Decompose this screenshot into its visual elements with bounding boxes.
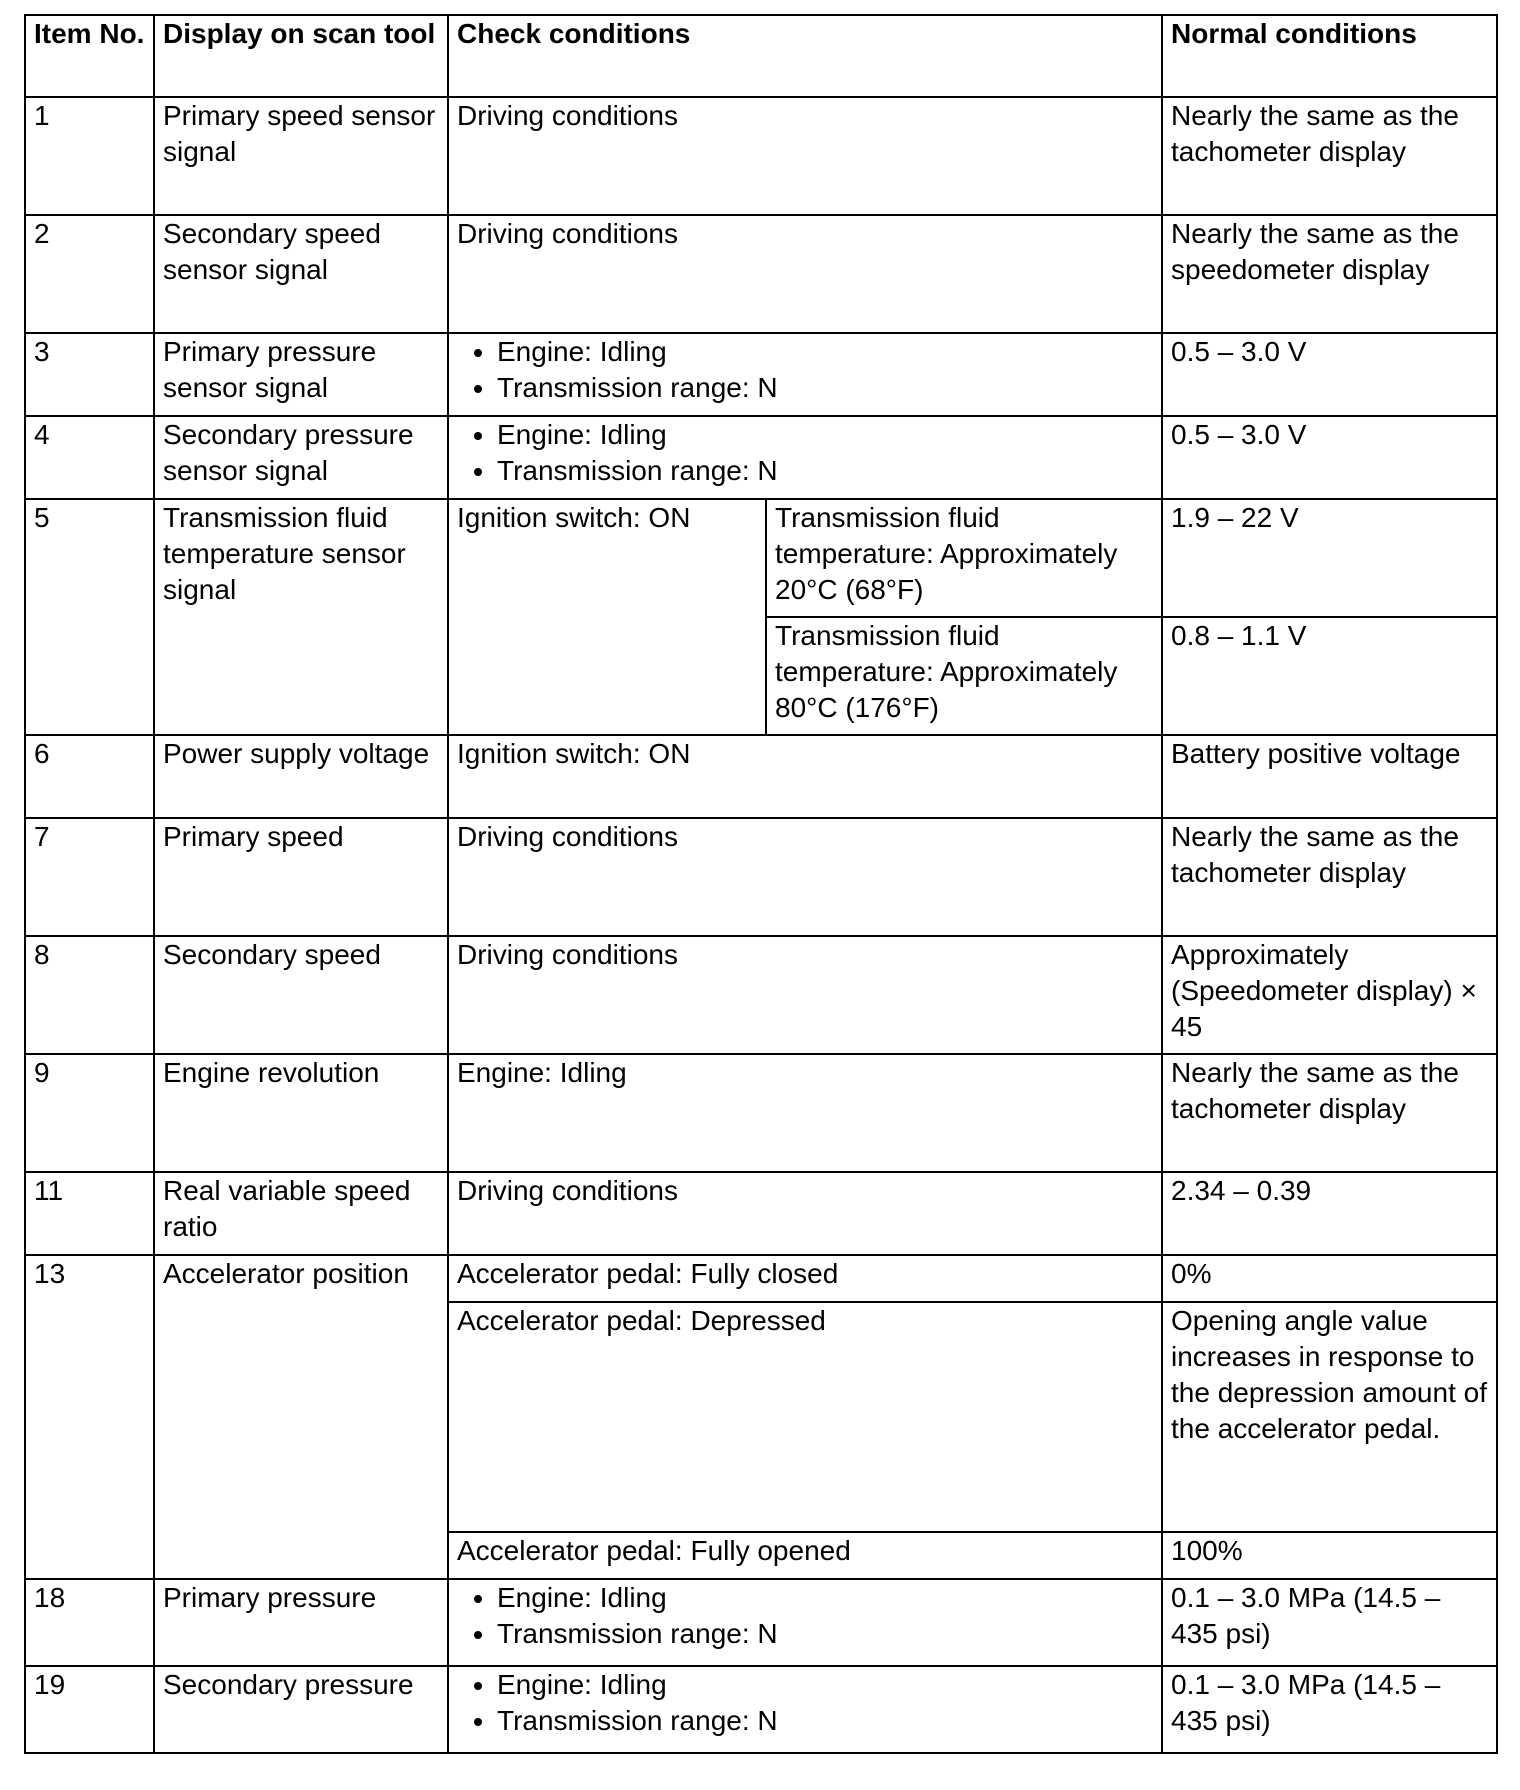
check-cell: Engine: Idling <box>448 1054 1162 1172</box>
item-no-cell: 3 <box>25 333 154 416</box>
normal-cell: 0.5 – 3.0 V <box>1162 416 1497 499</box>
check-cell: Ignition switch: ON <box>448 499 766 735</box>
header-normal: Normal conditions <box>1162 15 1497 97</box>
check-bullet: • Engine: Idling <box>497 1667 1155 1703</box>
display-cell: Secondary speed sensor signal <box>154 215 448 333</box>
display-cell: Secondary pressure sensor signal <box>154 416 448 499</box>
check-cell: Driving conditions <box>448 97 1162 215</box>
check-cell: Driving conditions <box>448 215 1162 333</box>
normal-cell: 0.1 – 3.0 MPa (14.5 – 435 psi) <box>1162 1579 1497 1666</box>
item-no-cell: 5 <box>25 499 154 735</box>
check-bullet: • Transmission range: N <box>497 453 1155 489</box>
item-no-cell: 7 <box>25 818 154 936</box>
check-cell: Driving conditions <box>448 1172 1162 1255</box>
display-cell: Primary pressure <box>154 1579 448 1666</box>
sub-condition-cell: Accelerator pedal: Depressed <box>448 1302 1162 1532</box>
item-no-cell: 2 <box>25 215 154 333</box>
table-header-row <box>25 15 1497 97</box>
normal-cell: Nearly the same as the speedometer display <box>1162 215 1497 333</box>
check-bullet-list <box>457 334 1155 406</box>
table-row <box>25 818 1497 936</box>
item-no-cell: 13 <box>25 1255 154 1579</box>
normal-cell: Battery positive voltage <box>1162 735 1497 818</box>
document-sheet <box>24 14 1496 1754</box>
table-row <box>25 416 1497 499</box>
normal-cell: Opening angle value increases in response to the depression amount of the accelerator pedal. <box>1162 1302 1497 1532</box>
display-cell: Engine revolution <box>154 1054 448 1172</box>
normal-cell: 2.34 – 0.39 <box>1162 1172 1497 1255</box>
normal-cell: 0.1 – 3.0 MPa (14.5 – 435 psi) <box>1162 1666 1497 1753</box>
display-cell: Primary speed sensor signal <box>154 97 448 215</box>
item-no-cell: 11 <box>25 1172 154 1255</box>
check-cell <box>448 333 1162 416</box>
check-bullet: • Engine: Idling <box>497 334 1155 370</box>
normal-cell: 0.5 – 3.0 V <box>1162 333 1497 416</box>
normal-cell: Approximately (Speedometer display) × 45 <box>1162 936 1497 1054</box>
sub-condition-cell: Transmission fluid temperature: Approximately 80°C (176°F) <box>766 617 1162 735</box>
item-no-cell: 19 <box>25 1666 154 1753</box>
check-bullet-list <box>457 417 1155 489</box>
normal-cell: 0% <box>1162 1255 1497 1302</box>
check-bullet-list <box>457 1667 1155 1739</box>
check-bullet: • Transmission range: N <box>497 1703 1155 1739</box>
table-row <box>25 333 1497 416</box>
check-cell <box>448 416 1162 499</box>
table-row <box>25 735 1497 818</box>
check-bullet-list <box>457 1580 1155 1652</box>
check-cell <box>448 1666 1162 1753</box>
normal-cell: 100% <box>1162 1532 1497 1579</box>
sub-condition-cell: Transmission fluid temperature: Approximately 20°C (68°F) <box>766 499 1162 617</box>
check-bullet: • Transmission range: N <box>497 1616 1155 1652</box>
header-check: Check conditions <box>448 15 1162 97</box>
table-row <box>25 97 1497 215</box>
sub-condition-cell: Accelerator pedal: Fully closed <box>448 1255 1162 1302</box>
display-cell: Accelerator position <box>154 1255 448 1579</box>
table-row <box>25 936 1497 1054</box>
display-cell: Real variable speed ratio <box>154 1172 448 1255</box>
check-cell <box>448 1579 1162 1666</box>
item-no-cell: 8 <box>25 936 154 1054</box>
display-cell: Primary speed <box>154 818 448 936</box>
item-no-cell: 18 <box>25 1579 154 1666</box>
item-no-cell: 9 <box>25 1054 154 1172</box>
table-row <box>25 1054 1497 1172</box>
display-cell: Power supply voltage <box>154 735 448 818</box>
check-cell: Ignition switch: ON <box>448 735 1162 818</box>
table-row <box>25 1579 1497 1666</box>
display-cell: Transmission fluid temperature sensor signal <box>154 499 448 735</box>
display-cell: Secondary pressure <box>154 1666 448 1753</box>
scan-tool-data-table <box>24 14 1498 1754</box>
normal-cell: Nearly the same as the tachometer display <box>1162 818 1497 936</box>
display-cell: Secondary speed <box>154 936 448 1054</box>
header-item-no: Item No. <box>25 15 154 97</box>
item-no-cell: 4 <box>25 416 154 499</box>
table-row <box>25 1666 1497 1753</box>
check-bullet: • Engine: Idling <box>497 417 1155 453</box>
normal-cell: Nearly the same as the tachometer display <box>1162 1054 1497 1172</box>
header-display: Display on scan tool <box>154 15 448 97</box>
check-cell: Driving conditions <box>448 936 1162 1054</box>
sub-condition-cell: Accelerator pedal: Fully opened <box>448 1532 1162 1579</box>
table-row <box>25 499 1497 617</box>
table-row <box>25 1255 1497 1302</box>
normal-cell: 1.9 – 22 V <box>1162 499 1497 617</box>
item-no-cell: 1 <box>25 97 154 215</box>
display-cell: Primary pressure sensor signal <box>154 333 448 416</box>
check-cell: Driving conditions <box>448 818 1162 936</box>
normal-cell: 0.8 – 1.1 V <box>1162 617 1497 735</box>
item-no-cell: 6 <box>25 735 154 818</box>
check-bullet: • Engine: Idling <box>497 1580 1155 1616</box>
table-row <box>25 215 1497 333</box>
table-row <box>25 1172 1497 1255</box>
normal-cell: Nearly the same as the tachometer display <box>1162 97 1497 215</box>
check-bullet: • Transmission range: N <box>497 370 1155 406</box>
